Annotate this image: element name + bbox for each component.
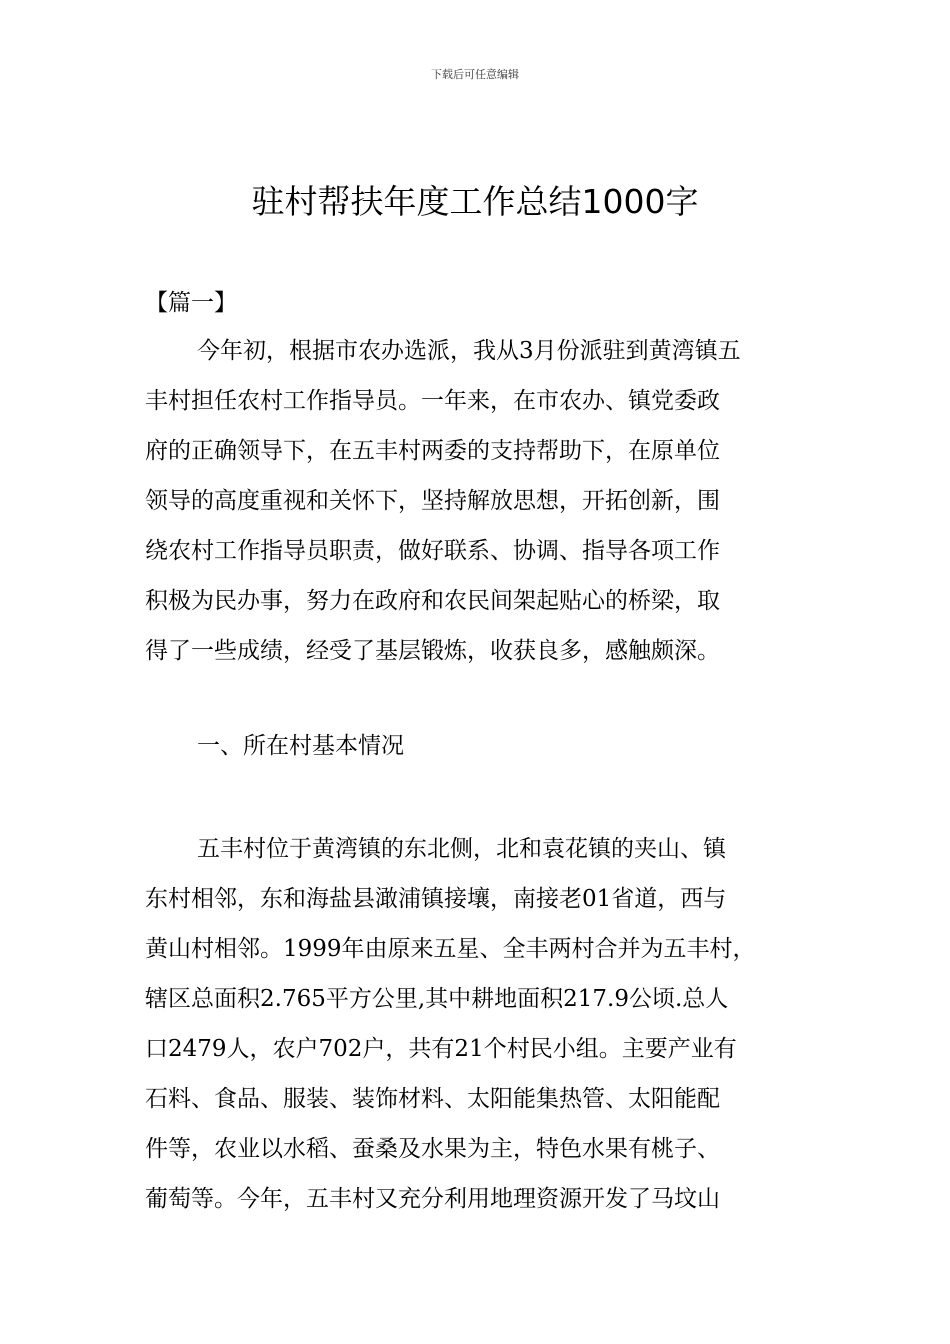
paragraph-line: 石料、食品、服装、装饰材料、太阳能集热管、太阳能配 [145, 1086, 720, 1112]
section-marker: 【篇一】 [145, 290, 237, 316]
paragraph-line: 东村相邻，东和海盐县澉浦镇接壤，南接老01省道，西与 [145, 886, 727, 912]
paragraph-line: 五丰村位于黄湾镇的东北侧，北和袁花镇的夹山、镇 [197, 836, 726, 862]
paragraph-line: 口2479人，农户702户，共有21个村民小组。主要产业有 [145, 1036, 737, 1062]
page-title: 驻村帮扶年度工作总结1000字 [251, 182, 699, 221]
header-note: 下载后可任意编辑 [431, 68, 519, 81]
paragraph-line: 绕农村工作指导员职责，做好联系、协调、指导各项工作 [145, 538, 720, 564]
paragraph-line: 府的正确领导下，在五丰村两委的支持帮助下，在原单位 [145, 438, 720, 464]
paragraph-line: 葡萄等。今年，五丰村又充分利用地理资源开发了马坟山 [145, 1186, 720, 1212]
paragraph-line: 件等，农业以水稻、蚕桑及水果为主，特色水果有桃子、 [145, 1136, 720, 1162]
paragraph-line: 得了一些成绩，经受了基层锻炼，收获良多，感触颇深。 [145, 638, 720, 664]
paragraph-line: 辖区总面积2.765平方公里,其中耕地面积217.9公顷.总人 [145, 986, 729, 1012]
village-paragraph [145, 824, 815, 1224]
paragraph-line: 今年初，根据市农办选派，我从3月份派驻到黄湾镇五 [197, 338, 741, 364]
intro-paragraph [145, 326, 815, 676]
section-heading: 一、所在村基本情况 [197, 733, 404, 759]
paragraph-line: 积极为民办事，努力在政府和农民间架起贴心的桥梁，取 [145, 588, 720, 614]
paragraph-line: 黄山村相邻。1999年由原来五星、全丰两村合并为五丰村， [145, 936, 756, 962]
paragraph-line: 丰村担任农村工作指导员。一年来，在市农办、镇党委政 [145, 388, 720, 414]
paragraph-line: 领导的高度重视和关怀下，坚持解放思想，开拓创新，围 [145, 488, 720, 514]
